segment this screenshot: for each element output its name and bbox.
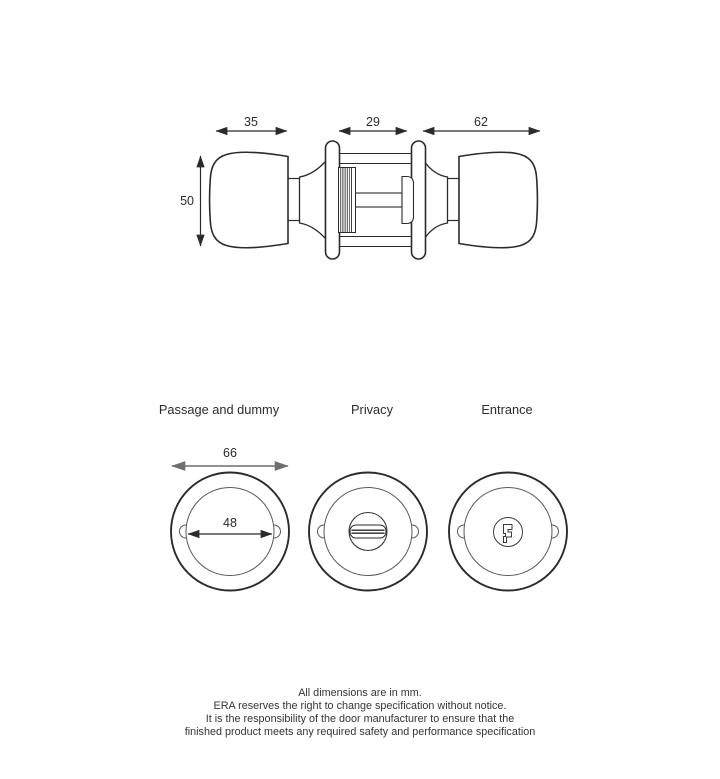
footer-line-1: All dimensions are in mm. (298, 687, 422, 699)
rose-outer-circle (171, 473, 289, 591)
knob-right-neck (448, 179, 460, 221)
rose-passage-label: Passage and dummy (158, 402, 280, 417)
dimension-knob-height (180, 156, 200, 246)
keyhole-icon (494, 518, 523, 547)
latch-spring-block (339, 168, 356, 233)
knob-left (210, 152, 288, 248)
footer-line-4: finished product meets any required safety and performance specification (184, 726, 536, 738)
dim-66-label: 66 (223, 446, 237, 460)
knob-right-collar (425, 162, 448, 239)
dim-48-label: 48 (223, 516, 237, 530)
footer-line-2: ERA reserves the right to change specification without notice. (213, 700, 507, 712)
knob-left-collar (300, 162, 326, 239)
rose-entrance-label: Entrance (481, 402, 533, 417)
hub-bracket (402, 177, 414, 224)
rose-entrance (449, 402, 567, 591)
dimension-latch-width (339, 115, 407, 131)
dimension-rose-outer-diameter (172, 446, 288, 466)
dim-50-label: 50 (180, 194, 194, 208)
rose-passage (159, 402, 289, 591)
knob-right (459, 152, 537, 248)
spindle (356, 193, 403, 207)
knob-set-side-view (180, 115, 540, 259)
dim-62-label: 62 (474, 115, 488, 129)
rose-privacy-label: Privacy (351, 402, 393, 417)
footer-line-3: It is the responsibility of the door manufacturer to ensure that the (205, 713, 515, 725)
dimension-knob-right-width (423, 115, 540, 131)
rose-plate-left (326, 141, 340, 259)
rose-privacy (309, 402, 427, 591)
dim-35-label: 35 (244, 115, 258, 129)
dimension-knob-left-width (216, 115, 287, 131)
footer-notes (185, 687, 536, 738)
dim-29-label: 29 (366, 115, 380, 129)
knob-left-neck (288, 179, 300, 221)
thumbturn-icon (349, 513, 387, 551)
